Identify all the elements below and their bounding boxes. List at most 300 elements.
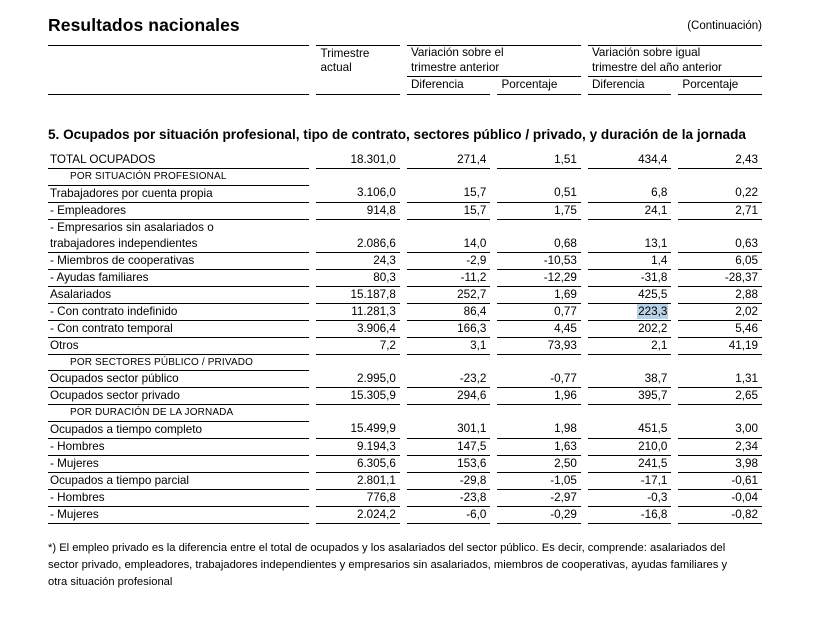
cell-value-text: 2,71 bbox=[735, 203, 758, 217]
column-gap bbox=[400, 388, 407, 405]
header-blank-cell bbox=[48, 46, 309, 77]
statistics-table bbox=[48, 152, 762, 524]
cell-value-text: 1,51 bbox=[554, 153, 577, 166]
row-label: - Hombres bbox=[48, 438, 309, 455]
column-gap bbox=[490, 185, 497, 202]
column-gap bbox=[581, 405, 588, 422]
page-header bbox=[48, 14, 762, 110]
row-label: - Mujeres bbox=[48, 506, 309, 523]
column-gap bbox=[309, 337, 316, 354]
column-gap bbox=[490, 286, 497, 303]
cell-value bbox=[497, 405, 580, 422]
cell-value bbox=[678, 421, 762, 438]
column-gap bbox=[400, 438, 407, 455]
cell-value-text: -31,8 bbox=[640, 270, 668, 284]
column-gap bbox=[490, 455, 497, 472]
rule-segment-label-b bbox=[48, 94, 309, 98]
cell-value bbox=[588, 252, 671, 269]
cell-value bbox=[678, 320, 762, 337]
column-gap bbox=[490, 337, 497, 354]
column-gap bbox=[671, 506, 678, 523]
column-gap bbox=[309, 236, 316, 253]
cell-value-text: 13,1 bbox=[644, 236, 668, 250]
cell-value bbox=[316, 269, 399, 286]
cell-value-text: 2.995,0 bbox=[356, 371, 396, 385]
cell-value-text: 271,4 bbox=[457, 153, 487, 166]
cell-value-text: 3.106,0 bbox=[356, 186, 396, 200]
cell-value-text: 14,0 bbox=[463, 236, 487, 250]
cell-value bbox=[678, 472, 762, 489]
gap bbox=[400, 94, 407, 98]
cell-value bbox=[678, 489, 762, 506]
cell-value bbox=[588, 202, 671, 219]
column-gap bbox=[400, 185, 407, 202]
gap bbox=[581, 46, 588, 77]
cell-value-text: 41,19 bbox=[728, 338, 758, 352]
cell-value bbox=[678, 219, 762, 236]
column-gap bbox=[671, 388, 678, 405]
column-gap bbox=[581, 421, 588, 438]
cell-value bbox=[316, 252, 399, 269]
cell-value bbox=[678, 354, 762, 371]
column-gap bbox=[490, 371, 497, 388]
cell-value bbox=[588, 489, 671, 506]
cell-value-text: 6.305,6 bbox=[356, 456, 396, 470]
column-gap bbox=[309, 202, 316, 219]
table-row bbox=[48, 252, 762, 269]
cell-value bbox=[407, 185, 490, 202]
row-label: - Empleadores bbox=[48, 202, 309, 219]
cell-value-text: -10,53 bbox=[543, 253, 577, 267]
column-gap bbox=[671, 269, 678, 286]
cell-value bbox=[407, 438, 490, 455]
cell-value-text: -0,3 bbox=[647, 490, 668, 504]
cell-value-text: 3,00 bbox=[735, 422, 758, 436]
cell-value bbox=[497, 219, 580, 236]
header-year-line2: trimestre del año anterior bbox=[591, 60, 722, 74]
cell-value bbox=[407, 405, 490, 422]
cell-value-text: 153,6 bbox=[457, 456, 487, 470]
header-sub-diferencia-1: Diferencia bbox=[410, 78, 464, 91]
cell-value-text: 3.906,4 bbox=[356, 321, 396, 335]
cell-value bbox=[497, 455, 580, 472]
row-label: - Hombres bbox=[48, 489, 309, 506]
data-table-container bbox=[48, 152, 762, 524]
cell-value-text: 6,05 bbox=[735, 253, 758, 267]
column-gap bbox=[671, 337, 678, 354]
cell-value-text: 38,7 bbox=[644, 371, 668, 385]
cell-value-text: 147,5 bbox=[457, 439, 487, 453]
cell-value bbox=[588, 354, 671, 371]
column-gap bbox=[671, 219, 678, 236]
cell-value bbox=[497, 169, 580, 186]
column-gap bbox=[400, 472, 407, 489]
cell-value bbox=[316, 371, 399, 388]
cell-value bbox=[316, 438, 399, 455]
column-gap bbox=[400, 269, 407, 286]
column-gap bbox=[671, 252, 678, 269]
cell-value bbox=[316, 337, 399, 354]
table-row bbox=[48, 269, 762, 286]
cell-value-text: 434,4 bbox=[638, 153, 668, 166]
row-label: Ocupados sector público bbox=[48, 371, 309, 388]
cell-value-text: 9.194,3 bbox=[356, 439, 396, 453]
cell-value bbox=[588, 421, 671, 438]
table-row bbox=[48, 438, 762, 455]
column-gap bbox=[309, 388, 316, 405]
column-gap bbox=[490, 506, 497, 523]
row-label: POR SITUACIÓN PROFESIONAL bbox=[48, 169, 309, 186]
highlighted-cell-value[interactable]: 223,3 bbox=[638, 304, 668, 318]
column-gap bbox=[671, 320, 678, 337]
column-gap bbox=[671, 236, 678, 253]
cell-value bbox=[497, 236, 580, 253]
row-label: trabajadores independientes bbox=[48, 236, 309, 253]
cell-value bbox=[678, 169, 762, 186]
row-label: POR SECTORES PÚBLICO / PRIVADO bbox=[48, 354, 309, 371]
column-gap bbox=[671, 286, 678, 303]
cell-value bbox=[588, 405, 671, 422]
row-label: - Ayudas familiares bbox=[48, 269, 309, 286]
cell-value-text: -2,9 bbox=[466, 253, 487, 267]
column-gap bbox=[400, 236, 407, 253]
row-label: Trabajadores por cuenta propia bbox=[48, 185, 309, 202]
cell-value-text: 395,7 bbox=[638, 389, 668, 402]
column-gap bbox=[581, 337, 588, 354]
cell-value bbox=[316, 489, 399, 506]
column-gap bbox=[581, 489, 588, 506]
row-label: - Con contrato indefinido bbox=[48, 303, 309, 320]
gap bbox=[309, 94, 316, 98]
column-gap bbox=[671, 185, 678, 202]
page-title: Resultados nacionales bbox=[48, 15, 240, 35]
cell-value bbox=[588, 337, 671, 354]
gap bbox=[671, 94, 678, 98]
cell-value bbox=[497, 303, 580, 320]
cell-value bbox=[316, 169, 399, 186]
column-gap bbox=[581, 388, 588, 405]
cell-value bbox=[407, 506, 490, 523]
table-row bbox=[48, 388, 762, 405]
cell-value bbox=[407, 320, 490, 337]
table-row bbox=[48, 303, 762, 320]
cell-value-text: -23,2 bbox=[459, 371, 487, 385]
column-gap bbox=[400, 455, 407, 472]
cell-value-text: 2,1 bbox=[651, 338, 668, 352]
cell-value bbox=[588, 269, 671, 286]
cell-value-text: 15,7 bbox=[463, 203, 487, 217]
column-header-table bbox=[48, 42, 762, 98]
column-gap bbox=[581, 236, 588, 253]
column-gap bbox=[490, 320, 497, 337]
table-subheading-row bbox=[48, 169, 762, 186]
gap bbox=[490, 94, 497, 98]
table-row bbox=[48, 219, 762, 236]
column-gap bbox=[490, 236, 497, 253]
cell-value bbox=[316, 202, 399, 219]
rule-segment-current-b bbox=[316, 94, 399, 98]
column-gap bbox=[581, 506, 588, 523]
cell-value bbox=[407, 371, 490, 388]
column-gap bbox=[309, 219, 316, 236]
cell-value-text: 294,6 bbox=[457, 389, 487, 402]
header-current-line1: Trimestre bbox=[320, 46, 370, 60]
cell-value bbox=[497, 371, 580, 388]
column-gap bbox=[671, 169, 678, 186]
cell-value bbox=[316, 388, 399, 405]
column-gap bbox=[490, 252, 497, 269]
cell-value bbox=[316, 405, 399, 422]
cell-value-text: 18.301,0 bbox=[350, 153, 396, 166]
column-gap bbox=[309, 472, 316, 489]
column-gap bbox=[400, 202, 407, 219]
column-gap bbox=[581, 169, 588, 186]
cell-value-text: -0,61 bbox=[731, 473, 758, 487]
cell-value bbox=[316, 185, 399, 202]
cell-value-text: 0,63 bbox=[735, 236, 758, 250]
column-gap bbox=[309, 169, 316, 186]
cell-value bbox=[588, 438, 671, 455]
cell-value bbox=[407, 269, 490, 286]
cell-value-text: 86,4 bbox=[463, 304, 487, 318]
cell-value-text: 1,75 bbox=[554, 203, 577, 217]
gap bbox=[671, 77, 678, 95]
row-label: Ocupados a tiempo completo bbox=[48, 421, 309, 438]
column-gap bbox=[671, 202, 678, 219]
column-gap bbox=[490, 472, 497, 489]
cell-value-text: 15.187,8 bbox=[350, 287, 396, 301]
cell-value-text: -28,37 bbox=[724, 270, 758, 284]
cell-value-text: 73,93 bbox=[547, 338, 577, 352]
cell-value bbox=[678, 405, 762, 422]
table-subheading-row bbox=[48, 354, 762, 371]
cell-value bbox=[497, 438, 580, 455]
column-gap bbox=[581, 152, 588, 169]
column-gap bbox=[309, 252, 316, 269]
cell-value bbox=[316, 152, 399, 169]
column-gap bbox=[581, 371, 588, 388]
column-gap bbox=[400, 320, 407, 337]
column-gap bbox=[490, 405, 497, 422]
cell-value-text: -17,1 bbox=[640, 473, 668, 487]
cell-value-text: 24,1 bbox=[644, 203, 668, 217]
cell-value bbox=[588, 286, 671, 303]
column-gap bbox=[671, 371, 678, 388]
cell-value bbox=[497, 388, 580, 405]
cell-value bbox=[407, 354, 490, 371]
cell-value-text: 15.499,9 bbox=[350, 422, 396, 436]
cell-value bbox=[678, 455, 762, 472]
header-bottom-rule-row bbox=[48, 94, 762, 98]
column-gap bbox=[400, 371, 407, 388]
cell-value bbox=[316, 354, 399, 371]
column-gap bbox=[581, 269, 588, 286]
column-gap bbox=[400, 169, 407, 186]
row-label: Ocupados sector privado bbox=[48, 388, 309, 405]
cell-value bbox=[407, 472, 490, 489]
cell-value bbox=[588, 169, 671, 186]
cell-value-text: 4,45 bbox=[554, 321, 577, 335]
cell-value-text: 3,98 bbox=[735, 456, 758, 470]
cell-value-text: 2.801,1 bbox=[356, 473, 396, 487]
column-gap bbox=[581, 438, 588, 455]
cell-value bbox=[678, 236, 762, 253]
cell-value bbox=[588, 506, 671, 523]
column-gap bbox=[309, 269, 316, 286]
cell-value bbox=[678, 202, 762, 219]
cell-value-text: 2,65 bbox=[735, 389, 758, 402]
table-row bbox=[48, 286, 762, 303]
cell-value bbox=[497, 202, 580, 219]
cell-value-text: 2,43 bbox=[735, 153, 758, 166]
table-subheading-row bbox=[48, 405, 762, 422]
cell-value bbox=[316, 303, 399, 320]
column-gap bbox=[671, 152, 678, 169]
cell-value-text: -0,77 bbox=[550, 371, 577, 385]
header-sub-porcentaje-1: Porcentaje bbox=[501, 78, 558, 91]
cell-value bbox=[588, 320, 671, 337]
cell-value bbox=[678, 506, 762, 523]
cell-value-text: 301,1 bbox=[457, 422, 487, 436]
footnote: *) El empleo privado es la diferencia entre el total de ocupados y los asalariados del sector público. Es decir, comprende: asalariados del sector privado, empleadores, trabajadores independientes y empresarios sin asalariados, miembros de cooperativas, ayudas familiares y otra situación profesional bbox=[48, 541, 728, 588]
gap bbox=[309, 46, 316, 77]
cell-value-text: 15.305,9 bbox=[350, 389, 396, 402]
cell-value-text: 2.024,2 bbox=[356, 507, 396, 521]
table-row bbox=[48, 337, 762, 354]
cell-value-text: 0,77 bbox=[554, 304, 577, 318]
header-prev-line2: trimestre anterior bbox=[410, 60, 500, 74]
header-subcolumn-row bbox=[48, 77, 762, 95]
column-gap bbox=[400, 489, 407, 506]
cell-value bbox=[588, 472, 671, 489]
column-gap bbox=[400, 286, 407, 303]
cell-value-text: 11.281,3 bbox=[351, 304, 396, 318]
table-row bbox=[48, 421, 762, 438]
row-label: - Con contrato temporal bbox=[48, 320, 309, 337]
cell-value bbox=[588, 388, 671, 405]
column-gap bbox=[490, 219, 497, 236]
table-row bbox=[48, 472, 762, 489]
column-gap bbox=[309, 438, 316, 455]
column-gap bbox=[490, 489, 497, 506]
cell-value-text: 80,3 bbox=[373, 270, 396, 284]
cell-value-text: -2,97 bbox=[550, 490, 577, 504]
cell-value bbox=[407, 455, 490, 472]
rule-segment-dif2-b bbox=[588, 94, 671, 98]
cell-value-text: -12,29 bbox=[543, 270, 577, 284]
column-gap bbox=[671, 489, 678, 506]
column-gap bbox=[490, 303, 497, 320]
cell-value bbox=[407, 219, 490, 236]
cell-value bbox=[407, 286, 490, 303]
column-gap bbox=[581, 219, 588, 236]
row-label: TOTAL OCUPADOS bbox=[48, 152, 309, 169]
cell-value-text: -0,04 bbox=[731, 490, 758, 504]
gap bbox=[400, 77, 407, 95]
cell-value-text: 1,31 bbox=[735, 371, 758, 385]
column-gap bbox=[581, 455, 588, 472]
cell-value-text: 241,5 bbox=[638, 456, 668, 470]
cell-value bbox=[316, 506, 399, 523]
cell-value bbox=[497, 320, 580, 337]
column-gap bbox=[671, 421, 678, 438]
table-row bbox=[48, 371, 762, 388]
cell-value-text: 451,5 bbox=[638, 422, 668, 436]
column-gap bbox=[581, 472, 588, 489]
cell-value bbox=[588, 455, 671, 472]
column-gap bbox=[309, 506, 316, 523]
cell-value bbox=[678, 269, 762, 286]
cell-value-text: 0,68 bbox=[554, 236, 577, 250]
column-gap bbox=[490, 354, 497, 371]
table-row bbox=[48, 202, 762, 219]
column-gap bbox=[490, 438, 497, 455]
cell-value bbox=[316, 472, 399, 489]
rule-segment-pct1-b bbox=[497, 94, 580, 98]
continuation-label: (Continuación) bbox=[687, 20, 762, 32]
cell-value bbox=[497, 252, 580, 269]
cell-value-text: 2,50 bbox=[554, 456, 577, 470]
cell-value bbox=[316, 286, 399, 303]
document-page bbox=[0, 14, 822, 627]
header-current-spacer bbox=[316, 77, 399, 95]
cell-value bbox=[407, 169, 490, 186]
column-gap bbox=[309, 303, 316, 320]
cell-value-text: 24,3 bbox=[373, 253, 396, 267]
cell-value bbox=[497, 421, 580, 438]
gap bbox=[490, 77, 497, 95]
cell-value bbox=[678, 152, 762, 169]
gap bbox=[309, 77, 316, 95]
cell-value bbox=[316, 320, 399, 337]
cell-value bbox=[407, 388, 490, 405]
cell-value bbox=[407, 202, 490, 219]
cell-value bbox=[316, 219, 399, 236]
cell-value bbox=[678, 252, 762, 269]
column-gap bbox=[490, 269, 497, 286]
cell-value bbox=[497, 152, 580, 169]
column-gap bbox=[490, 388, 497, 405]
gap bbox=[400, 46, 407, 77]
cell-value bbox=[497, 185, 580, 202]
header-sub-porcentaje-2: Porcentaje bbox=[682, 78, 739, 91]
column-gap bbox=[309, 286, 316, 303]
cell-value bbox=[316, 421, 399, 438]
column-gap bbox=[400, 252, 407, 269]
cell-value-highlighted bbox=[588, 303, 671, 320]
column-gap bbox=[400, 405, 407, 422]
cell-value bbox=[497, 506, 580, 523]
rule-segment-dif1-b bbox=[407, 94, 490, 98]
column-gap bbox=[671, 438, 678, 455]
cell-value-text: 2,34 bbox=[735, 439, 758, 453]
cell-value-text: 7,2 bbox=[379, 338, 396, 352]
cell-value-text: 166,3 bbox=[457, 321, 487, 335]
cell-value bbox=[407, 421, 490, 438]
column-gap bbox=[581, 202, 588, 219]
table-row bbox=[48, 455, 762, 472]
cell-value-text: 776,8 bbox=[366, 490, 396, 504]
header-sub-diferencia-2: Diferencia bbox=[591, 78, 645, 91]
cell-value bbox=[497, 489, 580, 506]
row-label: POR DURACIÓN DE LA JORNADA bbox=[48, 405, 309, 422]
cell-value-text: 1,98 bbox=[554, 422, 577, 436]
table-body bbox=[48, 152, 762, 523]
column-gap bbox=[400, 152, 407, 169]
cell-value bbox=[407, 489, 490, 506]
column-gap bbox=[671, 405, 678, 422]
header-group-titles-row bbox=[48, 46, 762, 77]
